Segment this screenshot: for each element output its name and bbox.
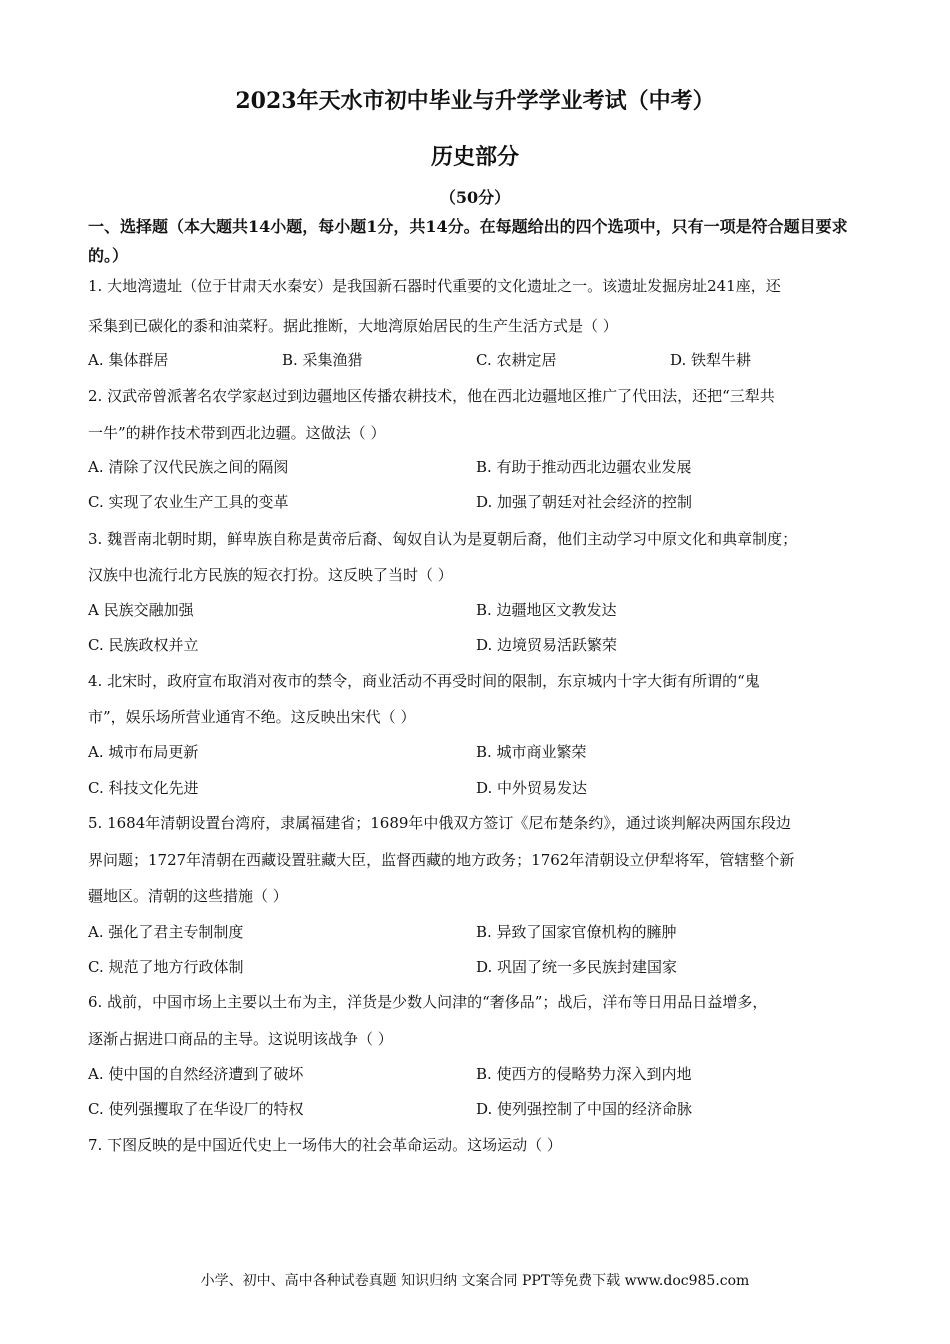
option-c: C. 规范了地方行政体制 bbox=[88, 958, 244, 976]
question-line: 4. 北宋时，政府宣布取消对夜市的禁令，商业活动不再受时间的限制，东京城内十字大街有所谓的“鬼 bbox=[88, 672, 760, 690]
question-line: 7. 下图反映的是中国近代史上一场伟大的社会革命运动。这场运动（ ） bbox=[88, 1136, 562, 1154]
question-line: 采集到已碳化的黍和油菜籽。据此推断，大地湾原始居民的生产生活方式是（ ） bbox=[88, 317, 618, 335]
option-b: B. 边疆地区文教发达 bbox=[476, 601, 617, 619]
option-c: C. 科技文化先进 bbox=[88, 779, 199, 797]
question-line: 疆地区。清朝的这些措施（ ） bbox=[88, 887, 288, 905]
question-line: 汉族中也流行北方民族的短衣打扮。这反映了当时（ ） bbox=[88, 566, 453, 584]
question-line: 市”，娱乐场所营业通宵不绝。这反映出宋代（ ） bbox=[88, 708, 416, 726]
option-d: D. 巩固了统一多民族封建国家 bbox=[476, 958, 678, 976]
exam-score: （50分） bbox=[439, 188, 511, 207]
option-d: D. 铁犁牛耕 bbox=[670, 351, 752, 369]
option-d: D. 边境贸易活跃繁荣 bbox=[476, 636, 618, 654]
exam-title: 2023年天水市初中毕业与升学学业考试（中考） bbox=[235, 88, 715, 114]
option-b: B. 城市商业繁荣 bbox=[476, 743, 587, 761]
question-line: 2. 汉武帝曾派著名农学家赵过到边疆地区传播农耕技术，他在西北边疆地区推广了代田法，还把“三犁共 bbox=[88, 387, 775, 405]
option-a: A. 集体群居 bbox=[88, 351, 169, 369]
question-line: 逐渐占据进口商品的主导。这说明该战争（ ） bbox=[88, 1030, 393, 1048]
option-b: B. 采集渔猎 bbox=[282, 351, 363, 369]
question-line: 一牛”的耕作技术带到西北边疆。这做法（ ） bbox=[88, 424, 386, 442]
option-a: A. 城市布局更新 bbox=[88, 743, 199, 761]
option-b: B. 异致了国家官僚机构的臃肿 bbox=[476, 923, 677, 941]
option-b: B. 有助于推动西北边疆农业发展 bbox=[476, 458, 692, 476]
option-c: C. 民族政权并立 bbox=[88, 636, 199, 654]
option-a: A. 使中国的自然经济遭到了破坏 bbox=[88, 1065, 304, 1083]
option-a: A. 清除了汉代民族之间的隔阂 bbox=[88, 458, 289, 476]
section-heading: 一、选择题（本大题共14小题，每小题1分，共14分。在每题给出的四个选项中，只有一项是符合题目要求的。） bbox=[88, 217, 848, 265]
option-b: B. 使西方的侵略势力深入到内地 bbox=[476, 1065, 692, 1083]
option-c: C. 使列强攫取了在华设厂的特权 bbox=[88, 1100, 304, 1118]
option-c: C. 实现了农业生产工具的变革 bbox=[88, 493, 289, 511]
question-line: 5. 1684年清朝设置台湾府，隶属福建省；1689年中俄双方签订《尼布楚条约》，通过谈判解决两国东段边 bbox=[88, 814, 791, 832]
option-d: D. 使列强控制了中国的经济命脉 bbox=[476, 1100, 693, 1118]
question-line: 1. 大地湾遗址（位于甘肃天水秦安）是我国新石器时代重要的文化遗址之一。该遗址发掘房址241座，还 bbox=[88, 277, 781, 295]
option-a: A 民族交融加强 bbox=[88, 601, 194, 619]
option-a: A. 强化了君主专制制度 bbox=[88, 923, 244, 941]
page-footer: 小学、初中、高中各种试卷真题 知识归纳 文案合同 PPT等免费下载 www.doc985.com bbox=[200, 1273, 750, 1289]
question-line: 6. 战前，中国市场上主要以土布为主，洋货是少数人问津的“奢侈品”；战后，洋布等日用品日益增多， bbox=[88, 993, 768, 1011]
option-c: C. 农耕定居 bbox=[476, 351, 557, 369]
question-line: 界问题；1727年清朝在西藏设置驻藏大臣，监督西藏的地方政务；1762年清朝设立伊犁将军，管辖整个新 bbox=[88, 851, 795, 869]
option-d: D. 中外贸易发达 bbox=[476, 779, 588, 797]
option-d: D. 加强了朝廷对社会经济的控制 bbox=[476, 493, 693, 511]
exam-subtitle: 历史部分 bbox=[430, 144, 519, 170]
question-line: 3. 魏晋南北朝时期，鲜卑族自称是黄帝后裔、匈奴自认为是夏朝后裔，他们主动学习中原文化和典章制度； bbox=[88, 530, 798, 548]
